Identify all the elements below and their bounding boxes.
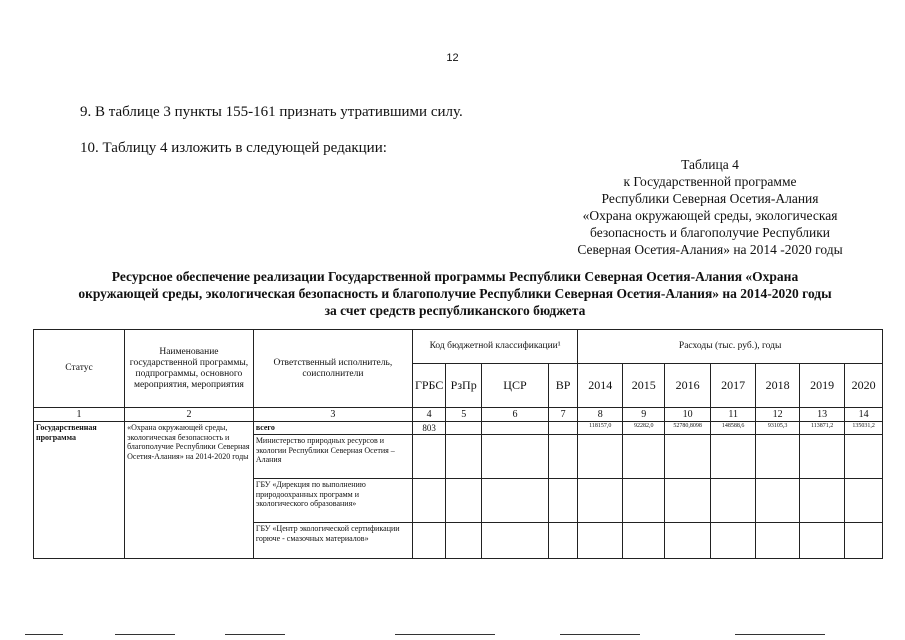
expense-value: 92282,0: [623, 422, 665, 435]
column-number: 10: [665, 408, 711, 422]
empty-cell: [446, 435, 482, 479]
page-number: 12: [446, 52, 459, 64]
empty-cell: [446, 422, 482, 435]
column-number: 2: [125, 408, 254, 422]
paragraph-9: 9. В таблице 3 пункты 155-161 признать утратившими силу.: [80, 104, 463, 120]
executor-certification-center: ГБУ «Центр экологической сертификации горюче - смазочных материалов»: [253, 523, 412, 559]
empty-cell: [845, 435, 883, 479]
column-number: 1: [34, 408, 125, 422]
caption-line: к Государственной программе: [623, 174, 797, 189]
column-number: 11: [711, 408, 756, 422]
empty-cell: [548, 422, 577, 435]
header-csr: ЦСР: [481, 364, 548, 408]
executor-directorate: ГБУ «Дирекция по выполнению природоохранных программ и экологического образования»: [253, 479, 412, 523]
empty-cell: [446, 479, 482, 523]
table-caption: [540, 156, 880, 258]
empty-cell: [623, 435, 665, 479]
scan-artifact-line: [395, 634, 495, 635]
grbs-value: 803: [412, 422, 445, 435]
empty-cell: [756, 479, 800, 523]
expense-value: 135031,2: [845, 422, 883, 435]
resource-table: [33, 329, 883, 559]
header-year: 2017: [711, 364, 756, 408]
empty-cell: [756, 435, 800, 479]
header-name: Наименование государственной программы, подпрограммы, основного мероприятия, мероприятия: [125, 330, 254, 408]
executor-total: всего: [253, 422, 412, 435]
header-year: 2019: [800, 364, 845, 408]
caption-line: Северная Осетия-Алания» на 2014 -2020 годы: [577, 242, 843, 257]
column-number: 12: [756, 408, 800, 422]
expense-value: 113871,2: [800, 422, 845, 435]
empty-cell: [578, 435, 623, 479]
row-program-name: «Охрана окружающей среды, экологическая безопасность и благополучие Республики Северная Осетия-Алания» на 2014-2020 годы: [125, 422, 254, 559]
empty-cell: [665, 435, 711, 479]
table-heading: [40, 268, 870, 319]
table-row-total: [34, 422, 883, 435]
empty-cell: [446, 523, 482, 559]
header-expenses: Расходы (тыс. руб.), годы: [578, 330, 883, 364]
empty-cell: [623, 479, 665, 523]
empty-cell: [665, 479, 711, 523]
empty-cell: [845, 523, 883, 559]
scan-artifact-line: [560, 634, 640, 635]
column-number-row: [34, 408, 883, 422]
empty-cell: [623, 523, 665, 559]
header-year: 2016: [665, 364, 711, 408]
empty-cell: [800, 479, 845, 523]
paragraph-10: 10. Таблицу 4 изложить в следующей редакции:: [80, 140, 387, 156]
empty-cell: [412, 479, 445, 523]
column-number: 8: [578, 408, 623, 422]
column-number: 4: [412, 408, 445, 422]
empty-cell: [412, 523, 445, 559]
caption-line: «Охрана окружающей среды, экологическая: [582, 208, 838, 223]
heading-line: окружающей среды, экологическая безопасность и благополучие Республики Северная Осетия-Алания» на 2014-2020 годы: [78, 286, 832, 301]
header-rzpr: РзПр: [446, 364, 482, 408]
empty-cell: [800, 523, 845, 559]
expense-value: 148588,6: [711, 422, 756, 435]
empty-cell: [578, 479, 623, 523]
expense-value: 52780,8098: [665, 422, 711, 435]
column-number: 3: [253, 408, 412, 422]
column-number: 9: [623, 408, 665, 422]
scan-artifact-line: [735, 634, 825, 635]
empty-cell: [711, 435, 756, 479]
header-grbs: ГРБС: [412, 364, 445, 408]
empty-cell: [711, 523, 756, 559]
header-executor: Ответственный исполнитель, соисполнители: [253, 330, 412, 408]
scan-artifact-line: [25, 634, 63, 635]
scan-artifact-line: [115, 634, 175, 635]
heading-line: за счет средств республиканского бюджета: [324, 303, 586, 318]
expense-value: 93105,3: [756, 422, 800, 435]
empty-cell: [412, 435, 445, 479]
header-vr: ВР: [548, 364, 577, 408]
heading-line: Ресурсное обеспечение реализации Государственной программы Республики Северная Осетия-Алания «Охрана: [111, 269, 799, 284]
expense-value: 118157,0: [578, 422, 623, 435]
header-status: Статус: [34, 330, 125, 408]
row-status: Государственная программа: [34, 422, 125, 559]
empty-cell: [548, 523, 577, 559]
column-number: 13: [800, 408, 845, 422]
empty-cell: [756, 523, 800, 559]
empty-cell: [845, 479, 883, 523]
empty-cell: [665, 523, 711, 559]
empty-cell: [711, 479, 756, 523]
empty-cell: [548, 435, 577, 479]
empty-cell: [548, 479, 577, 523]
scan-artifact-line: [225, 634, 285, 635]
column-number: 6: [481, 408, 548, 422]
column-number: 7: [548, 408, 577, 422]
empty-cell: [481, 479, 548, 523]
header-budget-code: Код бюджетной классификации¹: [412, 330, 577, 364]
empty-cell: [481, 422, 548, 435]
empty-cell: [578, 523, 623, 559]
caption-line: Республики Северная Осетия-Алания: [601, 191, 819, 206]
header-year: 2014: [578, 364, 623, 408]
column-number: 14: [845, 408, 883, 422]
header-year: 2015: [623, 364, 665, 408]
empty-cell: [481, 523, 548, 559]
empty-cell: [800, 435, 845, 479]
caption-line: Таблица 4: [681, 157, 739, 172]
empty-cell: [481, 435, 548, 479]
caption-line: безопасность и благополучие Республики: [590, 225, 830, 240]
column-number: 5: [446, 408, 482, 422]
executor-ministry: Министерство природных ресурсов и экологии Республики Северная Осетия – Алания: [253, 435, 412, 479]
header-year: 2020: [845, 364, 883, 408]
header-year: 2018: [756, 364, 800, 408]
